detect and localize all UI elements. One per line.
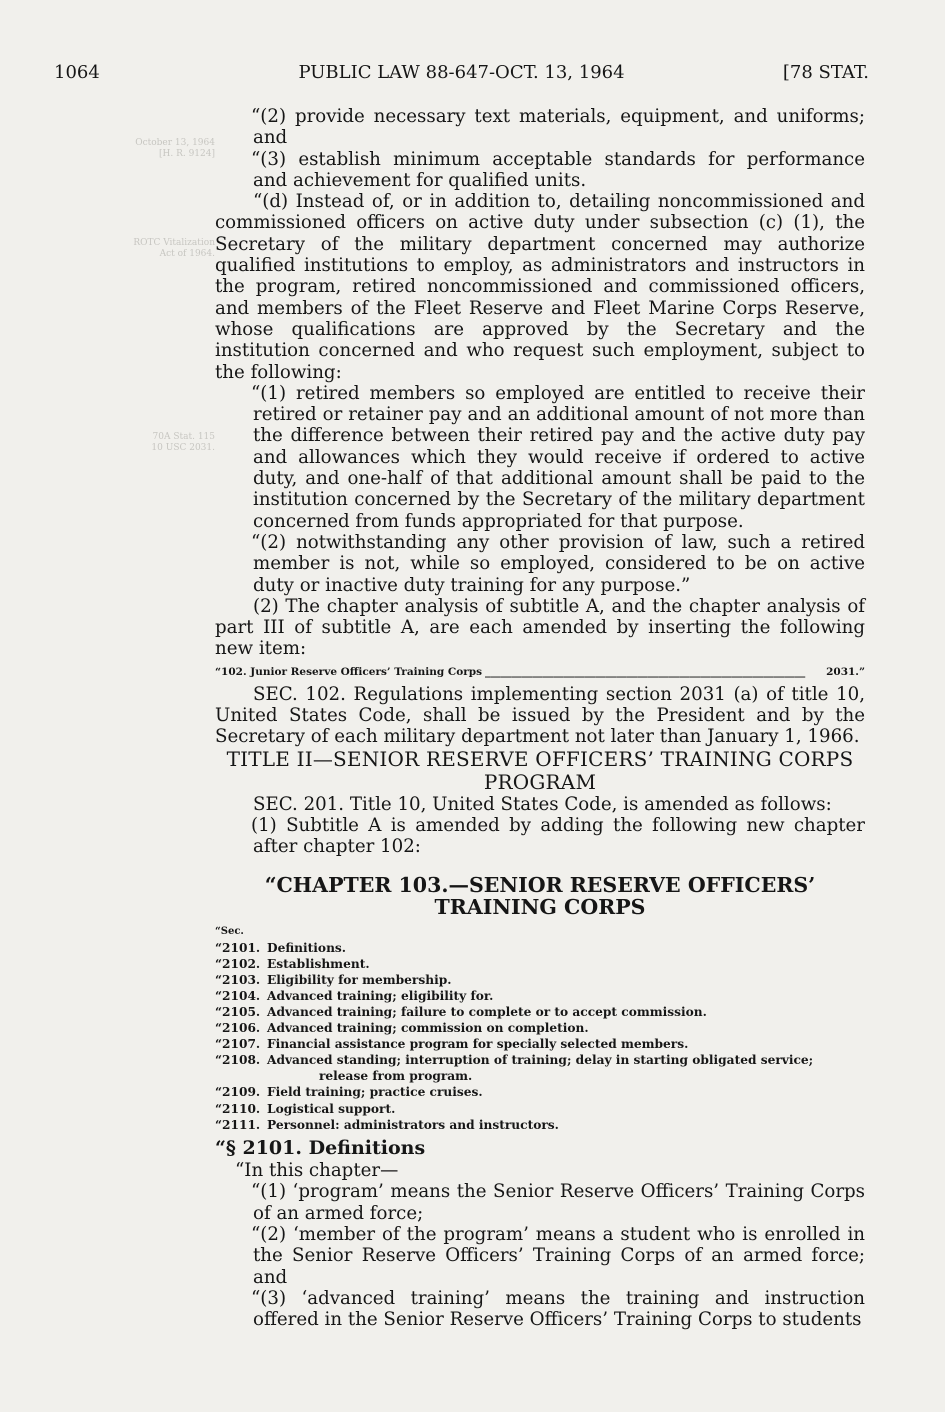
- definition: “(3) ‘advanced training’ means the training and instruction offered in the Senior Reserve Officers’ Training Corps to students: [251, 1287, 865, 1331]
- bleed-through-margin-note: 70A Stat. 115 10 USC 2031.: [151, 432, 215, 454]
- section-heading: “§ 2101. Definitions: [215, 1136, 426, 1159]
- leader-dots: _____________________________________________________________: [485, 665, 806, 678]
- toc-number: “2101.: [215, 940, 261, 955]
- toc-text: Establishment.: [267, 956, 370, 971]
- definition: “(2) ‘member of the program’ means a student who is enrolled in the Senior Reserve Officers’ Training Corps of an armed force; and: [251, 1223, 865, 1288]
- toc-text: Field training; practice cruises.: [267, 1085, 483, 1100]
- toc-text: Definitions.: [267, 940, 347, 955]
- page-body: [215, 106, 865, 1330]
- title-heading: TITLE II—SENIOR RESERVE OFFICERS’ TRAINING CORPS PROGRAM: [226, 746, 854, 794]
- toc-number: “2105.: [215, 1004, 261, 1019]
- toc-row: [215, 1101, 865, 1117]
- toc-number: “2107.: [215, 1037, 261, 1052]
- toc-text: Advanced training; failure to complete or to accept commission.: [267, 1004, 707, 1019]
- paragraph: “(2) provide necessary text materials, equipment, and uniforms; and: [251, 106, 865, 149]
- toc-row: [215, 1052, 865, 1084]
- toc-text: Eligibility for membership.: [267, 972, 452, 987]
- amendment-item-text: “102. Junior Reserve Officers’ Training Corps: [215, 665, 483, 678]
- toc-text: Personnel: administrators and instructors.: [267, 1117, 559, 1132]
- toc-label: “Sec.: [215, 925, 244, 937]
- bleed-through-margin-note: ROTC Vitalization Act of 1964.: [133, 238, 215, 260]
- toc-number: “2109.: [215, 1085, 261, 1100]
- toc-row: [215, 1020, 865, 1036]
- chapter-heading: “CHAPTER 103.—SENIOR RESERVE OFFICERS’ TRAINING CORPS: [264, 872, 816, 919]
- running-title: PUBLIC LAW 88-647-OCT. 13, 1964: [298, 62, 625, 83]
- paragraph: “(2) notwithstanding any other provision of law, such a retired member is not, while so employed, considered to be on active duty or inactive duty training for any purpose.”: [251, 531, 865, 596]
- statute-reference: [78 STAT.: [782, 62, 869, 83]
- toc-number: “2102.: [215, 956, 261, 971]
- paragraph: “In this chapter—: [235, 1160, 399, 1182]
- definition: “(1) ‘program’ means the Senior Reserve Officers’ Training Corps of an armed force;: [251, 1181, 865, 1224]
- toc-number: “2103.: [215, 972, 261, 987]
- toc-row: [215, 988, 865, 1004]
- page-number: 1064: [54, 62, 100, 83]
- paragraph: “(1) retired members so employed are entitled to receive their retired or retainer pay and an additional amount of not more than the difference between their retired pay and the active duty pay and allowances which they would receive if ordered to active duty, and one-half of that additional amount shall be paid to the institution concerned by the Secretary of the military department concerned from funds appropriated for that purpose.: [251, 382, 865, 532]
- toc-row: [215, 940, 865, 956]
- toc-number: “2106.: [215, 1021, 261, 1036]
- amendment-item-section: 2031.”: [826, 665, 865, 678]
- paragraph: (2) The chapter analysis of subtitle A, and the chapter analysis of part III of subtitle A, are each amended by inserting the following new item:: [215, 595, 865, 660]
- bleed-through-margin-note: October 13, 1964 [H. R. 9124]: [135, 138, 215, 160]
- toc-number: “2110.: [215, 1101, 261, 1116]
- paragraph: SEC. 201. Title 10, United States Code, is amended as follows:: [253, 793, 832, 815]
- toc-row: [215, 972, 865, 988]
- toc-text: Advanced training; eligibility for.: [267, 988, 494, 1003]
- toc-text: Financial assistance program for specially selected members.: [267, 1037, 689, 1052]
- amendment-item: [215, 665, 865, 679]
- toc-text: Advanced training; commission on completion.: [267, 1021, 589, 1036]
- toc-number: “2108.: [215, 1053, 261, 1068]
- toc-number: “2111.: [215, 1117, 261, 1132]
- toc-row: [215, 1117, 865, 1133]
- paragraph: (1) Subtitle A is amended by adding the following new chapter after chapter 102:: [251, 814, 865, 858]
- page-header: [54, 62, 869, 86]
- toc-number: “2104.: [215, 988, 261, 1003]
- toc-row: [215, 1036, 865, 1052]
- toc-row: [215, 1004, 865, 1020]
- toc-row: [215, 1084, 865, 1100]
- toc-row: [215, 956, 865, 972]
- toc-text: Advanced standing; interruption of training; delay in starting obligated service; release from program.: [267, 1053, 814, 1084]
- paragraph: SEC. 102. Regulations implementing section 2031 (a) of title 10, United States Code, shall be issued by the President and by the Secretary of each military department not later than January 1, 1966.: [215, 683, 865, 748]
- table-of-contents: [215, 924, 865, 1133]
- paragraph: “(3) establish minimum acceptable standards for performance and achievement for qualified units.: [251, 148, 865, 191]
- paragraph: “(d) Instead of, or in addition to, detailing noncommissioned and commissioned officers on active duty under subsection (c) (1), the Secretary of the military department concerned may authorize qualified institutions to employ, as administrators and instructors in the program, retired noncommissioned and commissioned officers, and members of the Fleet Reserve and Fleet Marine Corps Reserve, whose qualifications are approved by the Secretary and the institution concerned and who request such employment, subject to the following:: [215, 191, 865, 383]
- toc-text: Logistical support.: [267, 1101, 396, 1116]
